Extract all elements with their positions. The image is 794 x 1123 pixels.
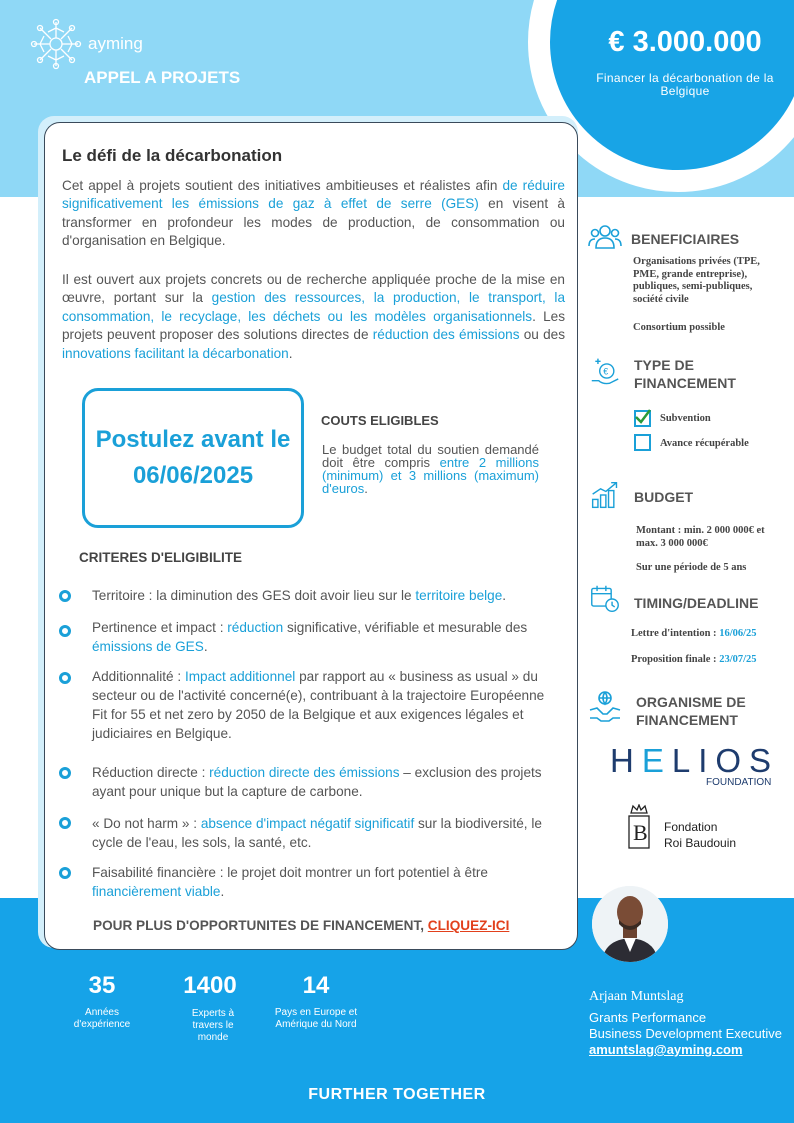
brand-name: ayming (88, 34, 143, 53)
criterion-do-not-harm: « Do not harm » : absence d'impact négatif significatif sur la biodiversité, le cycle de l'eau, les sols, la santé, etc. (92, 816, 542, 850)
svg-text:B: B (633, 820, 648, 845)
deadline-date: 06/06/2025 (132, 462, 254, 489)
bullet-icon (59, 672, 71, 684)
helios-foundation-logo: HELIOS (610, 742, 780, 779)
people-icon (588, 222, 622, 252)
intro-paragraph-2: Il est ouvert aux projets concrets ou de recherche appliquée proche de la mise en œuvre, portant sur la gestion des ressources, la production, le transport, la consommation, le recyclage, les déchets ou les modèles organisationnels. Les projets peuvent proposer des solutions directes de réduction des émissions ou des innovations facilitant la décarbonation. (62, 272, 566, 361)
bullet-icon (59, 767, 71, 779)
type-financement-title-1: TYPE DE (634, 357, 694, 373)
stat-label: Années d'expérience (73, 1007, 131, 1030)
beneficiaires-text: Organisations privées (TPE, PME, grande entreprise), publiques, semi-publiques, société civile (633, 256, 760, 305)
criterion-territoire: Territoire : la diminution des GES doit avoir lieu sur le territoire belge. (92, 588, 507, 603)
bullet-icon (59, 867, 71, 879)
budget-period-text: Sur une période de 5 ans (636, 562, 747, 573)
funding-amount: € 3.000.000 (608, 26, 762, 58)
deadline-box (82, 388, 304, 528)
budget-title: BUDGET (634, 489, 694, 505)
checkbox-checked-icon (634, 408, 651, 425)
section-title-defi: Le défi de la décarbonation (62, 146, 283, 165)
couts-eligibles-title: COUTS ELIGIBLES (321, 413, 439, 428)
growth-chart-icon (588, 480, 622, 510)
cliquez-ici-link[interactable]: CLIQUEZ-ICI (427, 918, 510, 933)
subvention-checkbox[interactable] (634, 410, 651, 427)
criterion-pertinence: Pertinence et impact : réduction significative, vérifiable et mesurable des émissions de GES. (92, 620, 528, 654)
appel-a-projets-label: APPEL A PROJETS (84, 68, 241, 87)
ayming-logo-icon (30, 18, 82, 70)
stat-label: Pays en Europe et Amérique du Nord (274, 1007, 358, 1030)
handshake-globe-icon (588, 690, 622, 724)
footer-tagline: FURTHER TOGETHER (308, 1086, 486, 1103)
funding-amount-subtitle: Financer la décarbonation de la Belgique (596, 71, 774, 98)
avance-recuperable-label: Avance récupérable (660, 438, 749, 449)
bullet-icon (59, 590, 71, 602)
fondation-roi-baudouin-line1: Fondation (664, 820, 718, 834)
organisme-title-1: ORGANISME DE (636, 694, 746, 710)
helios-foundation-subtitle: FOUNDATION (706, 777, 772, 788)
timing-intention: Lettre d'intention : 16/06/25 (631, 628, 757, 639)
fondation-roi-baudouin-line2: Roi Baudouin (664, 836, 737, 850)
budget-amount-text: Montant : min. 2 000 000€ et max. 3 000 000€ (636, 525, 765, 549)
contact-avatar (592, 886, 668, 962)
contact-email-link[interactable]: amuntslag@ayming.com (589, 1042, 743, 1057)
deadline-label: Postulez avant le (95, 426, 291, 453)
more-opportunities-text: POUR PLUS D'OPPORTUNITES DE FINANCEMENT, CLIQUEZ-ICI (93, 918, 510, 933)
criteres-title: CRITERES D'ELIGIBILITE (79, 550, 242, 565)
stat-value: 35 (88, 972, 116, 999)
timing-final: Proposition finale : 23/07/25 (631, 654, 757, 665)
crown-logo-icon (624, 804, 654, 850)
intro-paragraph-1: Cet appel à projets soutient des initiatives ambitieuses et réalistes afin de réduire significativement les émissions de gaz à effet de serre (GES) en visent à transformer en profondeur les modes de production, de consommation ou d'organisation en Belgique. (62, 178, 565, 249)
criterion-reduction-directe: Réduction directe : réduction directe des émissions – exclusion des projets ayant pour unique but la capture de carbone. (92, 765, 542, 799)
stat-label: Experts à travers le monde (191, 1008, 235, 1043)
bullet-icon (59, 625, 71, 637)
stat-value: 1400 (183, 972, 237, 999)
calendar-clock-icon (588, 584, 622, 614)
organisme-title-2: FINANCEMENT (636, 712, 738, 728)
timing-title: TIMING/DEADLINE (634, 595, 759, 611)
subvention-label: Subvention (660, 413, 711, 424)
criterion-faisabilite: Faisabilité financière : le projet doit montrer un fort potentiel à être financièrement viable. (92, 865, 488, 899)
beneficiaires-title: BENEFICIAIRES (631, 231, 740, 247)
type-financement-title-2: FINANCEMENT (634, 375, 736, 391)
contact-name: Arjaan Muntslag (589, 989, 684, 1004)
contact-role-line2: Business Development Executive (589, 1026, 782, 1041)
stat-value: 14 (302, 972, 330, 999)
contact-role-line1: Grants Performance (589, 1010, 707, 1025)
hand-coin-icon (588, 356, 622, 386)
avance-recuperable-checkbox[interactable] (634, 434, 651, 451)
couts-eligibles-text: Le budget total du soutien demandé doit être compris entre 2 millions (minimum) et 3 millions (maximum) d'euros. (322, 442, 539, 496)
bullet-icon (59, 817, 71, 829)
svg-text:€: € (603, 366, 609, 377)
criterion-additionnalite: Additionnalité : Impact additionnel par rapport au « business as usual » du secteur ou de l'activité concerné(e), contribuant à la trajectoire Européenne Fit for 55 et net zero by 2050 de la Belgique et aux exigences légales et judiciaires en Belgique. (92, 669, 545, 741)
consortium-text: Consortium possible (633, 322, 725, 333)
